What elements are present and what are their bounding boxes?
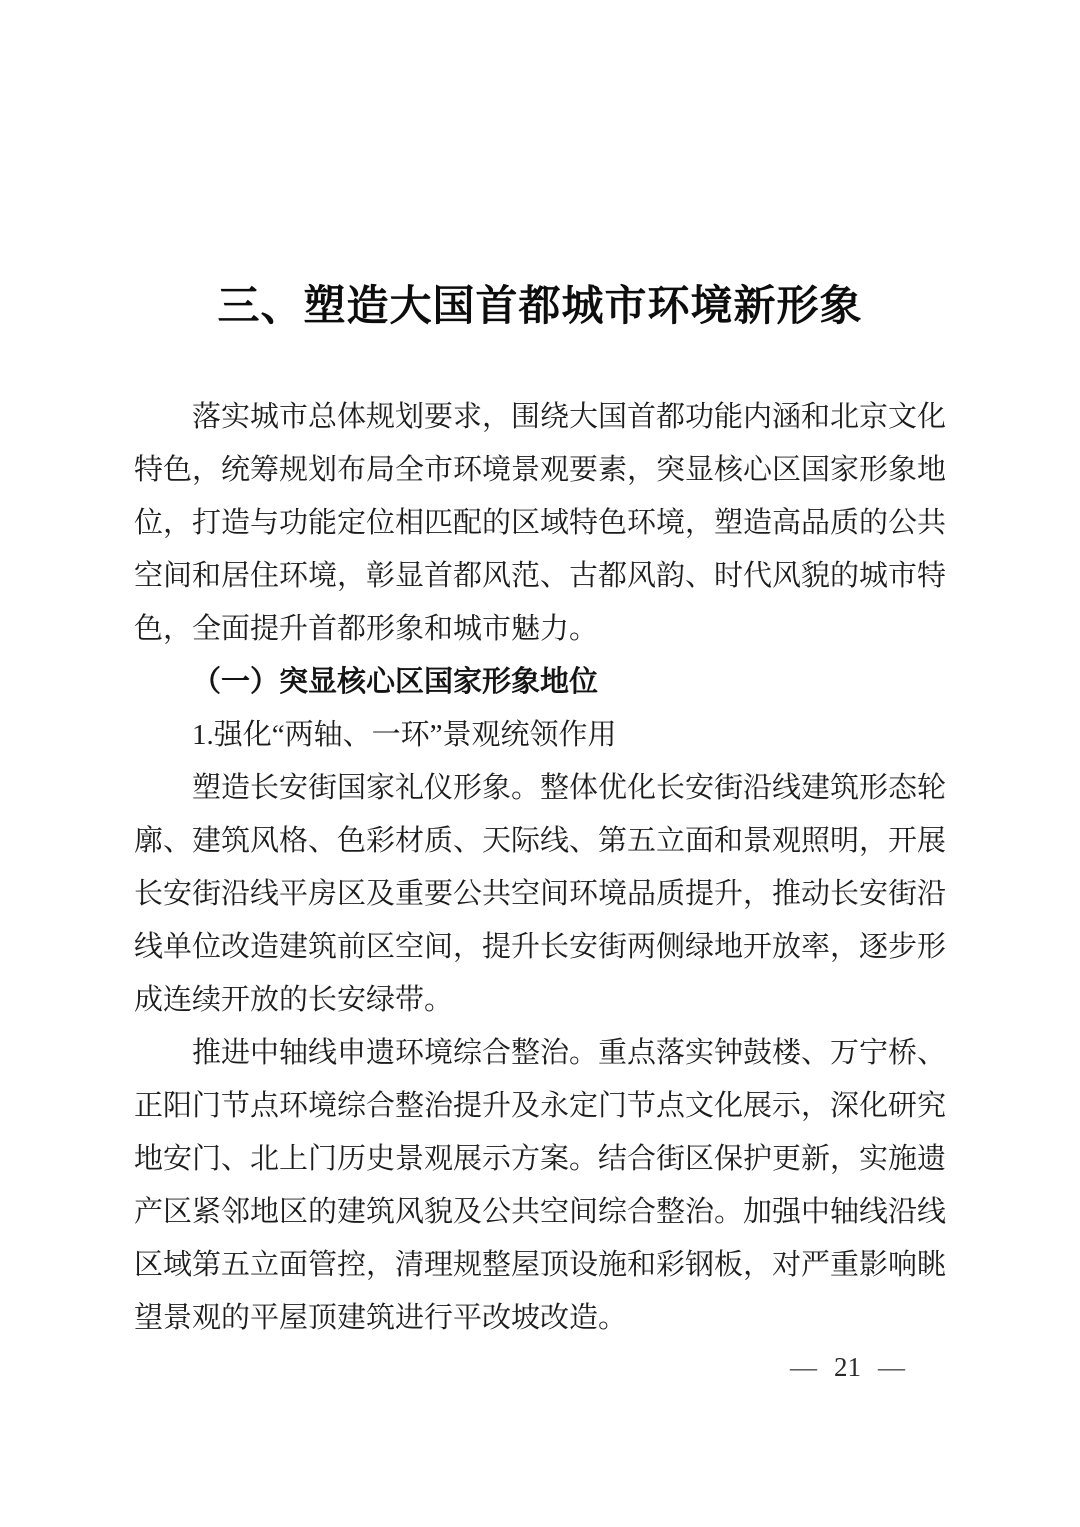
paragraph-zhongzhouxian: 推进中轴线申遗环境综合整治。重点落实钟鼓楼、万宁桥、正阳门节点环境综合整治提升及永定门节点文化展示，深化研究地安门、北上门历史景观展示方案。结合街区保护更新，实施遗产区紧邻地区的建筑风貌及公共空间综合整治。加强中轴线沿线区域第五立面管控，清理规整屋顶设施和彩钢板，对严重影响眺望景观的平屋顶建筑进行平改坡改造。 (134, 1037, 947, 1334)
paragraph-changanjie: 塑造长安街国家礼仪形象。整体优化长安街沿线建筑形态轮廓、建筑风格、色彩材质、天际线、第五立面和景观照明，开展长安街沿线平房区及重要公共空间环境品质提升，推动长安街沿线单位改造建筑前区空间，提升长安街两侧绿地开放率，逐步形成连续开放的长安绿带。 (134, 772, 947, 1016)
paragraph-overview: 落实城市总体规划要求，围绕大国首都功能内涵和北京文化特色，统筹规划布局全市环境景观要素，突显核心区国家形象地位，打造与功能定位相匹配的区域特色环境，塑造高品质的公共空间和居住环境，彰显首都风范、古都风韵、时代风貌的城市特色，全面提升首都形象和城市魅力。 (134, 401, 947, 645)
numbered-item-heading: 1.强化“两轴、一环”景观统领作用 (192, 719, 617, 751)
page-number-dash-left: — (790, 1352, 817, 1382)
page-number-dash-right: — (878, 1352, 905, 1382)
section-title: 三、塑造大国首都城市环境新形象 (217, 284, 863, 330)
subsection-heading: （一）突显核心区国家形象地位 (192, 666, 599, 698)
body-text-block (134, 391, 946, 1345)
page-number-value: 21 (834, 1352, 861, 1382)
page-number (790, 1351, 905, 1383)
page-content (134, 0, 946, 1345)
